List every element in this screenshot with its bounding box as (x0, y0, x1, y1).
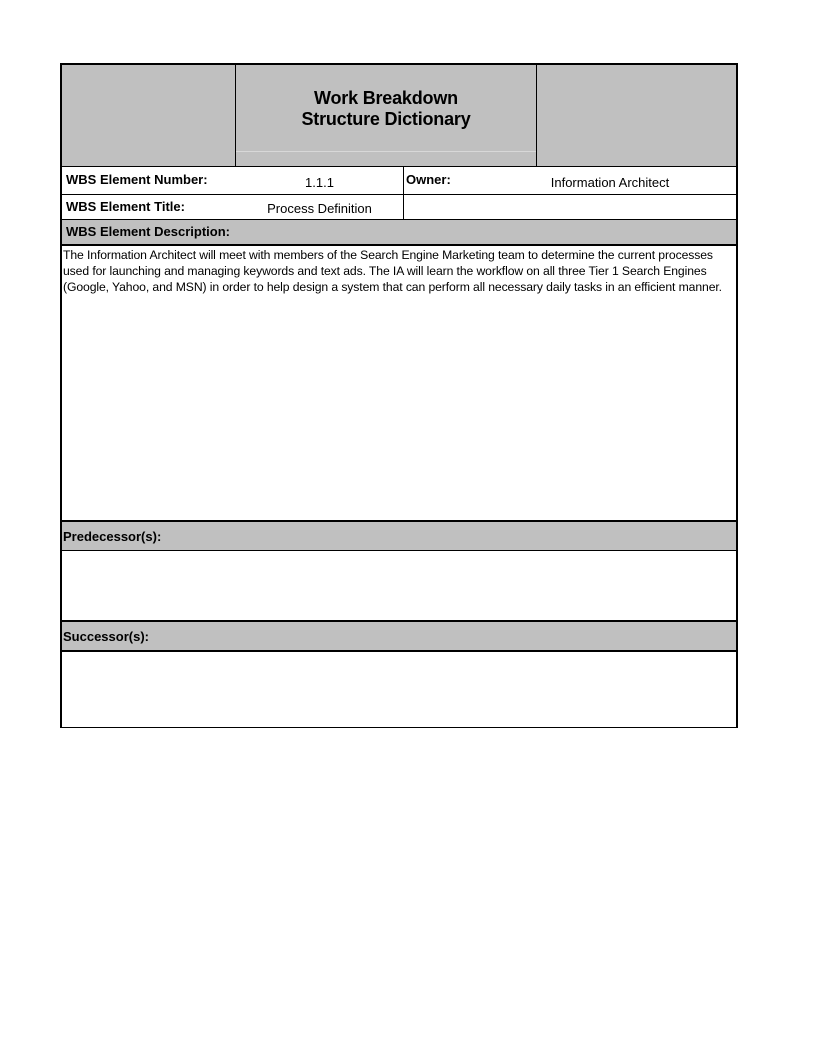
description-header: WBS Element Description: (62, 220, 736, 245)
element-title-label: WBS Element Title: (66, 199, 185, 214)
owner-label: Owner: (406, 172, 451, 187)
header-left-cell (62, 65, 236, 166)
successors-body[interactable] (62, 651, 736, 727)
element-number-row (62, 167, 736, 195)
wbs-dictionary-form (60, 63, 738, 728)
element-number-label: WBS Element Number: (66, 172, 208, 187)
predecessors-header: Predecessor(s): (62, 520, 736, 551)
element-title-value[interactable]: Process Definition (236, 195, 404, 219)
page-title-line1: Work Breakdown (314, 87, 458, 108)
predecessors-body[interactable] (62, 551, 736, 620)
successors-header: Successor(s): (62, 620, 736, 651)
page-title (301, 88, 470, 130)
description-body[interactable]: The Information Architect will meet with members of the Search Engine Marketing team to determine the current processes used for launching and managing keywords and text ads. The IA will learn the workflow on all three Tier 1 Search Engines (Google, Yahoo, and MSN) in order to help design a system that can perform all necessary daily tasks in an efficient manner. (62, 245, 736, 520)
element-title-row (62, 195, 736, 220)
header-right-cell (537, 65, 736, 166)
element-title-blank-cell[interactable] (404, 195, 736, 219)
faint-gridline (236, 151, 536, 152)
owner-value[interactable]: Information Architect (550, 175, 670, 190)
form-header (62, 65, 736, 167)
header-title-cell (236, 65, 537, 166)
page-title-line2: Structure Dictionary (301, 108, 471, 129)
element-number-value[interactable]: 1.1.1 (236, 167, 404, 194)
